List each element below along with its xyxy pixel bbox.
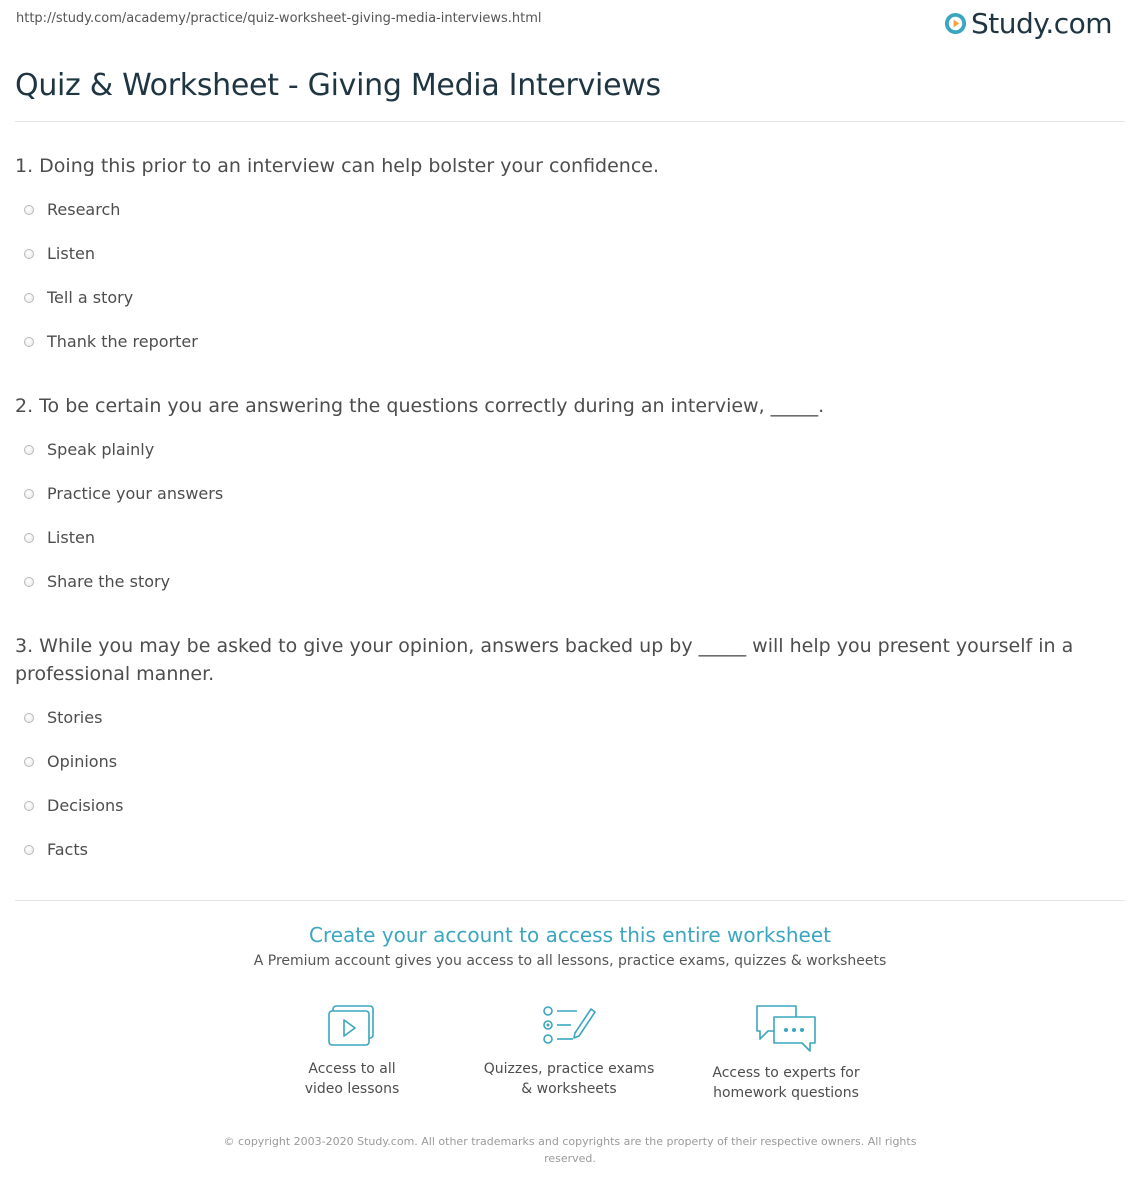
quiz-checklist-icon	[541, 1003, 597, 1049]
option-label: Share the story	[47, 572, 171, 591]
title-divider	[15, 121, 1125, 122]
option-label: Opinions	[47, 752, 118, 771]
radio-button[interactable]	[24, 489, 34, 499]
option-label: Listen	[47, 244, 95, 263]
copyright-notice: © copyright 2003-2020 Study.com. All other trademarks and copyrights are the property of their respective owners. All rights reserved.	[223, 1135, 917, 1165]
radio-button[interactable]	[24, 249, 34, 259]
answer-option[interactable]	[24, 440, 154, 459]
radio-button[interactable]	[24, 293, 34, 303]
radio-button[interactable]	[24, 205, 34, 215]
option-label: Speak plainly	[47, 440, 155, 459]
cta-subtitle: A Premium account gives you access to all lessons, practice exams, quizzes & worksheets	[253, 953, 887, 969]
answer-option[interactable]	[24, 288, 133, 307]
radio-button[interactable]	[24, 445, 34, 455]
question-3: 3. While you may be asked to give your opinion, answers backed up by _____ will help you present yourself in a professional manner.	[15, 635, 1074, 685]
feature-video-lessons	[252, 1003, 452, 1099]
answer-option[interactable]	[24, 572, 170, 591]
feature-quizzes	[469, 1003, 669, 1099]
answer-option[interactable]	[24, 484, 223, 503]
option-label: Stories	[47, 708, 103, 727]
page-url: http://study.com/academy/practice/quiz-worksheet-giving-media-interviews.html	[16, 11, 542, 26]
feature-experts	[686, 1003, 886, 1103]
option-label: Decisions	[47, 796, 124, 815]
page-title: Quiz & Worksheet - Giving Media Interviews	[15, 68, 661, 103]
logo-text: Study.com	[971, 7, 1113, 40]
radio-button[interactable]	[24, 713, 34, 723]
option-label: Research	[47, 200, 121, 219]
chat-bubbles-icon	[754, 1003, 818, 1053]
answer-option[interactable]	[24, 840, 88, 859]
answer-option[interactable]	[24, 200, 120, 219]
radio-button[interactable]	[24, 845, 34, 855]
radio-button[interactable]	[24, 533, 34, 543]
option-label: Listen	[47, 528, 95, 547]
radio-button[interactable]	[24, 757, 34, 767]
study-logo[interactable]	[944, 7, 1112, 40]
feature-label: Access to all video lessons	[304, 1061, 400, 1097]
answer-option[interactable]	[24, 796, 123, 815]
radio-button[interactable]	[24, 577, 34, 587]
question-1: 1. Doing this prior to an interview can help bolster your confidence.	[15, 155, 660, 177]
answer-option[interactable]	[24, 332, 198, 351]
video-lessons-icon	[326, 1003, 378, 1049]
radio-button[interactable]	[24, 337, 34, 347]
option-label: Practice your answers	[47, 484, 224, 503]
answer-option[interactable]	[24, 244, 95, 263]
radio-button[interactable]	[24, 801, 34, 811]
option-label: Tell a story	[47, 288, 134, 307]
answer-option[interactable]	[24, 752, 117, 771]
answer-option[interactable]	[24, 708, 102, 727]
cta-divider	[15, 900, 1125, 901]
option-label: Thank the reporter	[47, 332, 198, 351]
answer-option[interactable]	[24, 528, 95, 547]
feature-label: Access to experts for homework questions	[712, 1065, 860, 1101]
question-2: 2. To be certain you are answering the questions correctly during an interview, _____.	[15, 395, 825, 417]
create-account-link[interactable]: Create your account to access this entire worksheet	[309, 923, 831, 947]
option-label: Facts	[47, 840, 88, 859]
play-logo-icon	[944, 12, 967, 35]
feature-label: Quizzes, practice exams & worksheets	[483, 1061, 655, 1097]
